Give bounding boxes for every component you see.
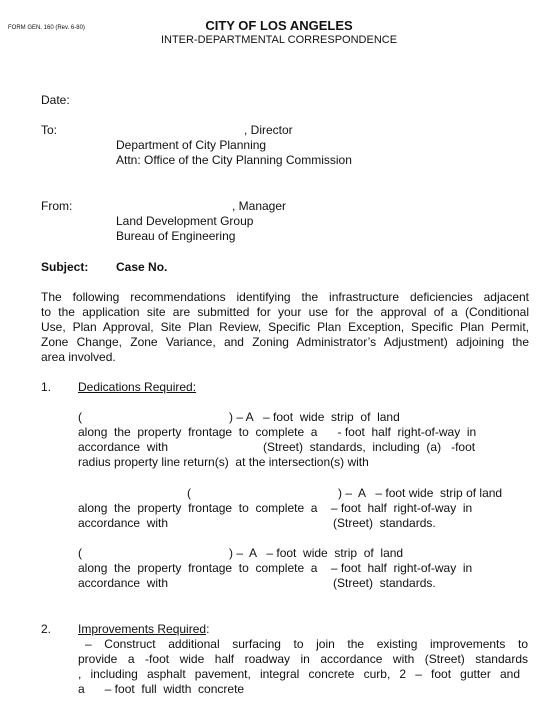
intro-line: Use, Plan Approval, Site Plan Review, Specific Plan Exception, Specific Plan Permit, bbox=[41, 320, 529, 334]
subject-case-number: Case No. bbox=[116, 260, 168, 274]
strip-of-land: ) – A – foot wide strip of land bbox=[229, 546, 404, 560]
correspondence-title: INTER-DEPARTMENTAL CORRESPONDENCE bbox=[160, 34, 398, 46]
open-paren: ( bbox=[78, 410, 82, 424]
street-standards: (Street) standards. bbox=[333, 576, 436, 590]
frontage-line: along the property frontage to complete a – foot half right-of-way in bbox=[78, 501, 473, 515]
accordance-label: accordance with bbox=[78, 440, 169, 454]
radius-line: radius property line return(s) at the intersection(s) with bbox=[78, 455, 369, 469]
intro-line: Zone Change, Zone Variance, and Zoning Administrator’s Adjustment) adjoining the bbox=[41, 335, 529, 349]
section-2-number: 2. bbox=[41, 622, 52, 636]
street-standards: (Street) standards, including (a) -foot bbox=[263, 440, 476, 454]
section-1-number: 1. bbox=[41, 380, 52, 394]
improvement-line: , including asphalt pavement, integral concrete curb, 2 – foot gutter and bbox=[78, 667, 520, 681]
strip-of-land: ) – A – foot wide strip of land bbox=[338, 486, 503, 500]
from-bureau: Bureau of Engineering bbox=[116, 229, 236, 243]
date-label: Date: bbox=[41, 93, 70, 107]
accordance-label: accordance with bbox=[78, 576, 169, 590]
to-label: To: bbox=[41, 123, 58, 137]
street-standards: (Street) standards. bbox=[333, 516, 436, 530]
intro-line: The following recommendations identifying the infrastructure deficiencies adjacent bbox=[41, 290, 529, 304]
section-1-title: Dedications Required: bbox=[78, 380, 197, 394]
from-manager: , Manager bbox=[232, 199, 287, 213]
city-title: CITY OF LOS ANGELES bbox=[205, 18, 353, 33]
section-2-colon: : bbox=[206, 622, 210, 636]
improvement-line: provide a -foot wide half roadway in accordance with (Street) standards bbox=[78, 652, 528, 666]
open-paren: ( bbox=[78, 546, 82, 560]
frontage-line: along the property frontage to complete a – foot half right-of-way in bbox=[78, 561, 473, 575]
from-group: Land Development Group bbox=[116, 214, 254, 228]
from-label: From: bbox=[41, 199, 73, 213]
improvement-line: a – foot full width concrete bbox=[78, 682, 245, 696]
subject-label: Subject: bbox=[41, 260, 89, 274]
section-2-title: Improvements Required bbox=[78, 622, 207, 636]
frontage-line: along the property frontage to complete a - foot half right-of-way in bbox=[78, 425, 477, 439]
intro-line: area involved. bbox=[41, 350, 116, 364]
to-department: Department of City Planning bbox=[116, 138, 267, 152]
to-director: , Director bbox=[244, 123, 293, 137]
strip-of-land: ) – A – foot wide strip of land bbox=[229, 410, 400, 424]
section-2-heading bbox=[78, 622, 209, 637]
accordance-label: accordance with bbox=[78, 516, 169, 530]
intro-line: to the application site are submitted for your use for the approval of a (Conditional bbox=[41, 305, 529, 319]
form-number: FORM GEN. 160 (Rev. 6-80) bbox=[8, 25, 85, 31]
open-paren: ( bbox=[187, 486, 191, 500]
improvement-line: – Construct additional surfacing to join the existing improvements to bbox=[85, 637, 528, 651]
to-attention: Attn: Office of the City Planning Commission bbox=[116, 153, 352, 167]
